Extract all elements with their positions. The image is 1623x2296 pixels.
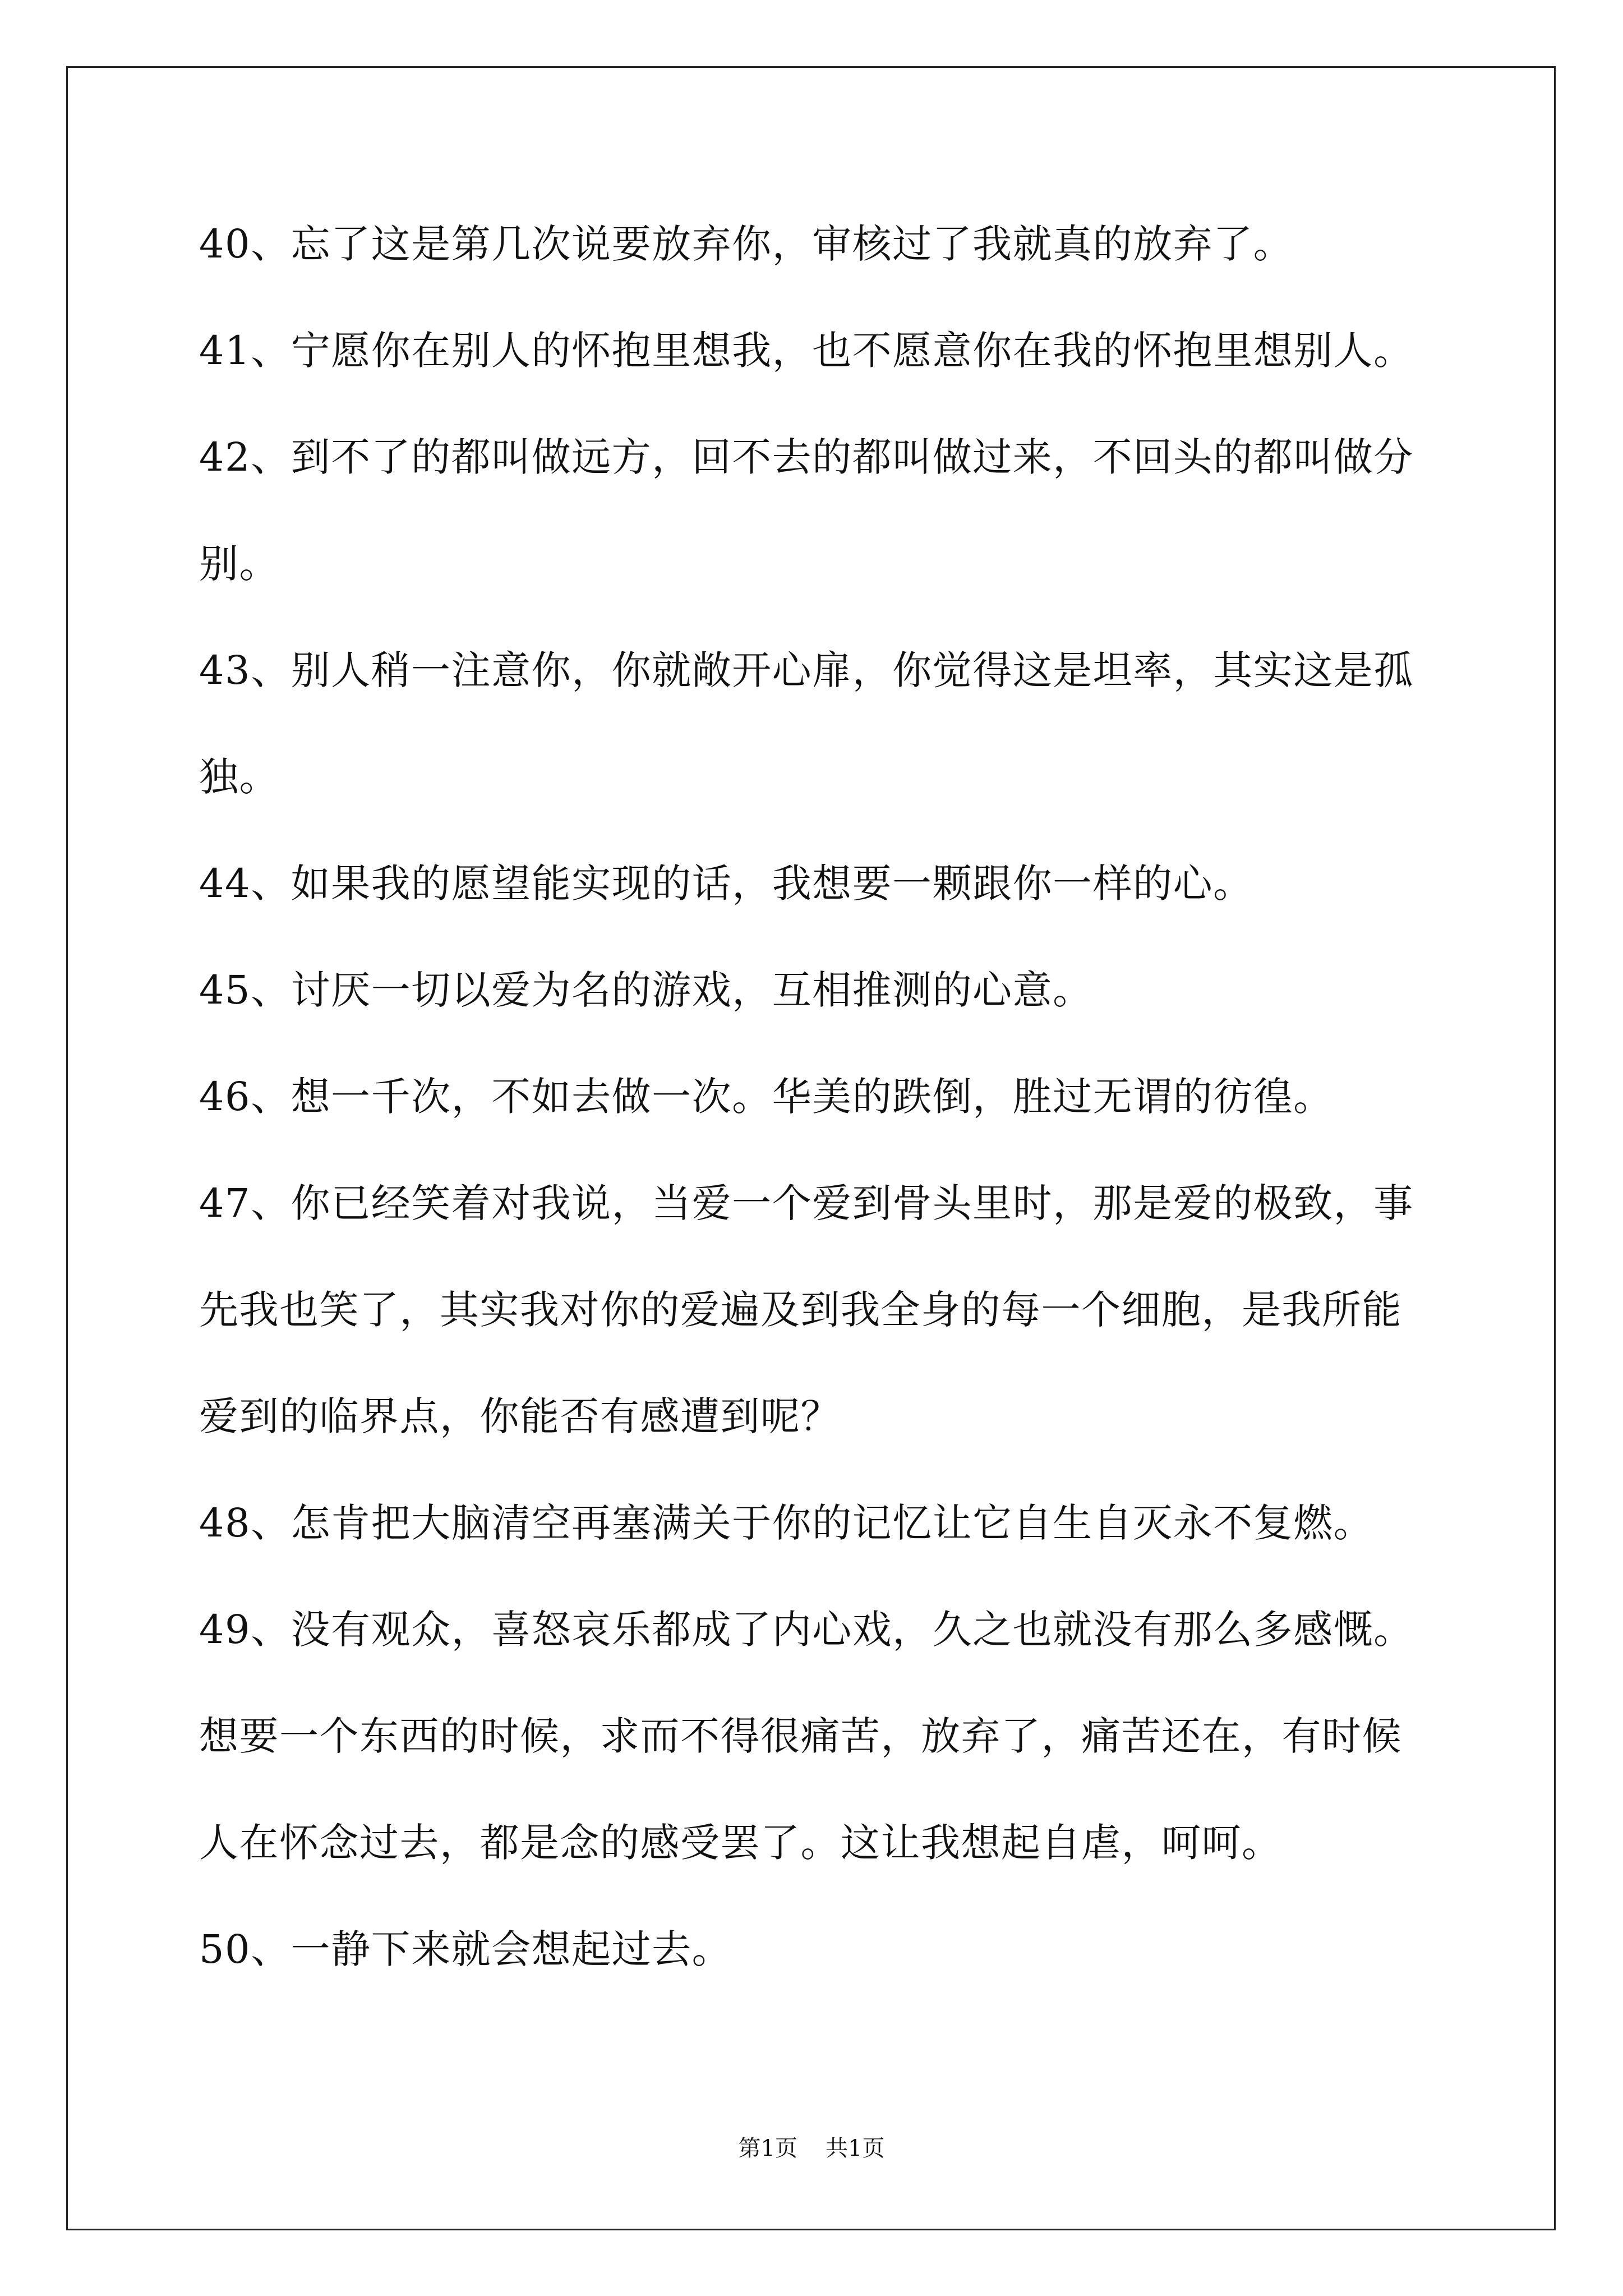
text-line: 爱到的临界点，你能否有感遭到呢？ <box>199 1393 841 1439</box>
text-line: 先我也笑了，其实我对你的爱遍及到我全身的每一个细胞，是我所能 <box>199 1287 1402 1333</box>
page-number: 第1页 <box>738 2136 797 2161</box>
text-line: 50、一静下来就会想起过去。 <box>199 1926 732 1972</box>
text-line: 44、如果我的愿望能实现的话，我想要一颗跟你一样的心。 <box>199 861 1253 907</box>
page-border <box>66 66 1556 2230</box>
text-line: 49、没有观众，喜怒哀乐都成了内心戏，久之也就没有那么多感慨。 <box>199 1607 1414 1653</box>
text-line: 独。 <box>199 754 279 800</box>
text-line: 人在怀念过去，都是念的感受罢了。这让我想起自虐，呵呵。 <box>199 1820 1282 1866</box>
text-line: 45、讨厌一切以爱为名的游戏，互相推测的心意。 <box>199 967 1093 1013</box>
text-line: 48、怎肯把大脑清空再塞满关于你的记忆让它自生自灭永不复燃。 <box>199 1500 1374 1546</box>
text-line: 41、宁愿你在别人的怀抱里想我，也不愿意你在我的怀抱里想别人。 <box>199 328 1414 374</box>
text-line: 46、想一千次，不如去做一次。华美的跌倒，胜过无谓的彷徨。 <box>199 1074 1334 1120</box>
text-line: 47、你已经笑着对我说，当爱一个爱到骨头里时，那是爱的极致，事 <box>199 1180 1414 1226</box>
text-line: 43、别人稍一注意你，你就敞开心扉，你觉得这是坦率，其实这是孤 <box>199 647 1414 693</box>
text-line: 42、到不了的都叫做远方，回不去的都叫做过来，不回头的都叫做分 <box>199 434 1414 480</box>
page-footer <box>0 2132 1623 2165</box>
page-total: 共1页 <box>826 2136 885 2161</box>
text-line: 40、忘了这是第几次说要放弃你，审核过了我就真的放弃了。 <box>199 221 1294 267</box>
text-line: 想要一个东西的时候，求而不得很痛苦，放弃了，痛苦还在，有时候 <box>199 1713 1402 1759</box>
text-line: 别。 <box>199 541 279 587</box>
